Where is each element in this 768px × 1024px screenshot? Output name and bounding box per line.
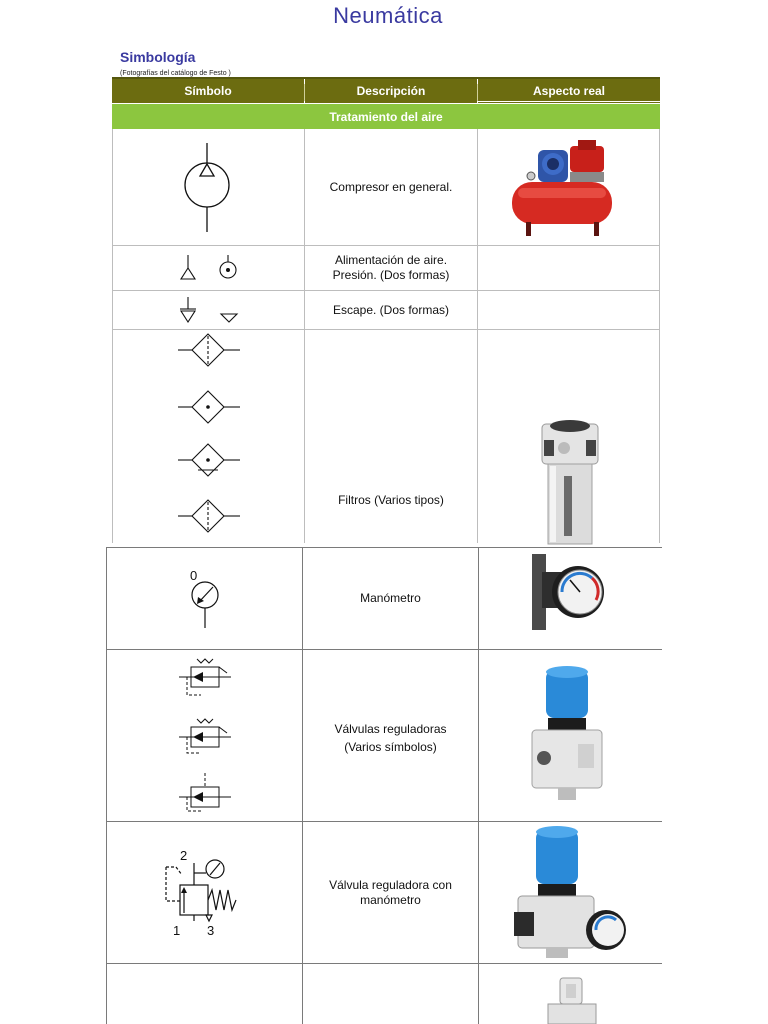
description-compressor: Compresor en general. [329,180,453,194]
description-regulators: Válvulas reguladoras (Varios símbolos) [334,722,447,754]
header-divider [477,84,478,101]
description-regulator-gauge: Válvula reguladora con manómetro [329,878,452,907]
port-label-1: 1 [173,923,181,938]
port-label-2: 2 [180,848,188,863]
regulator-with-gauge-photo [510,826,630,960]
source-note: (Fotografías del catálogo de Festo ) [120,70,231,77]
header-divider [304,84,305,101]
gauge-zero-label: 0 [190,568,198,583]
group-heading: Tratamiento del aire [112,104,660,129]
pressure-gauge-photo [530,552,606,634]
compressor-symbol-icon [180,140,234,236]
regulator-with-gauge-symbol-icon [160,855,250,925]
column-header-real-look: Aspecto real [478,79,660,103]
section-title: Simbología [120,49,196,65]
next-item-photo [540,972,604,1024]
compressor-photo [508,138,620,240]
exhaust-symbol-icon [176,295,242,327]
air-supply-symbol-icon [176,252,242,286]
description-air-supply: Alimentación de aire. Presión. (Dos formas) [332,253,450,282]
pressure-gauge-symbol-icon [188,578,224,630]
filter-symbols-icon [176,332,242,538]
description-exhaust: Escape. (Dos formas) [332,303,450,317]
description-filters: Filtros (Varios tipos) [338,493,444,507]
filter-photo [534,416,606,544]
header-underline [478,101,660,102]
column-header-description: Descripción [305,79,477,103]
column-header-symbol: Símbolo [112,79,304,103]
page-title: Neumática [333,3,443,28]
port-label-3: 3 [207,923,215,938]
description-gauge: Manómetro [360,591,421,605]
regulator-valve-symbols-icon [175,655,237,815]
pressure-regulator-photo [524,664,612,804]
